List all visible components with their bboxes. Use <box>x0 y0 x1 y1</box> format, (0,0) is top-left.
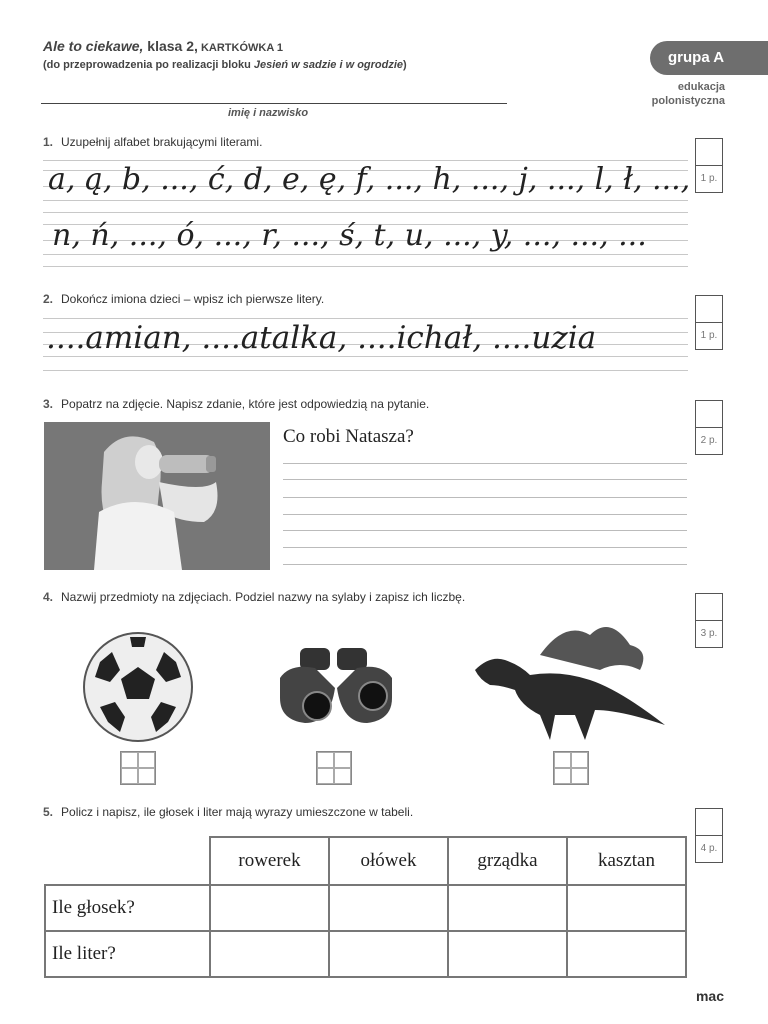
task-5-score-box[interactable]: 4 p. <box>695 808 723 863</box>
task-2-instruction: 2. Dokończ imiona dzieci – wpisz ich pierwsze litery. <box>43 292 325 306</box>
name-label: imię i nazwisko <box>228 107 309 119</box>
table-header-word: ołówek <box>329 837 448 885</box>
photo-question: Co robi Natasza? <box>283 426 414 447</box>
task-1-score-box[interactable]: 1 p. <box>695 138 723 193</box>
alphabet-line-2[interactable]: n, ń, ..., ó, ..., r, ..., ś, t, u, ..., y, ..., ..., ... <box>52 218 647 253</box>
binoculars-syllable-boxes[interactable] <box>316 751 352 785</box>
table-cell[interactable] <box>210 885 329 931</box>
publisher-logo: mac <box>695 988 724 1004</box>
table-cell[interactable] <box>329 885 448 931</box>
table-cell[interactable] <box>567 885 686 931</box>
table-cell[interactable] <box>329 931 448 977</box>
letters-sounds-table <box>44 836 687 978</box>
task-3-instruction: 3. Popatrz na zdjęcie. Napisz zdanie, które jest odpowiedzią na pytanie. <box>43 397 430 411</box>
binoculars-image <box>275 648 397 731</box>
table-cell[interactable] <box>448 885 567 931</box>
table-row-label: Ile głosek? <box>45 885 210 931</box>
task-1-instruction: 1. Uzupełnij alfabet brakującymi literami. <box>43 135 263 149</box>
table-cell[interactable] <box>210 931 329 977</box>
group-badge: grupa A <box>650 41 768 75</box>
table-header-word: rowerek <box>210 837 329 885</box>
worksheet-subtitle: (do przeprowadzenia po realizacji bloku Jesień w sadzie i w ogrodzie) <box>43 59 407 71</box>
dragon-figure-image <box>470 615 670 750</box>
table-cell[interactable] <box>567 931 686 977</box>
alphabet-line-1[interactable]: a, ą, b, ..., ć, d, e, ę, f, ..., h, ..., j, ..., l, ł, ..., <box>48 162 691 197</box>
table-header-word: grządka <box>448 837 567 885</box>
table-header-word: kasztan <box>567 837 686 885</box>
task-4-score-box[interactable]: 3 p. <box>695 593 723 648</box>
dragon-syllable-boxes[interactable] <box>553 751 589 785</box>
subject-label: edukacja polonistyczna <box>651 81 725 107</box>
soccer-ball-image <box>80 632 196 747</box>
girl-drinking-photo <box>44 422 270 570</box>
worksheet-title: Ale to ciekawe, klasa 2, KARTKÓWKA 1 <box>43 38 284 54</box>
task-3-score-box[interactable]: 2 p. <box>695 400 723 455</box>
task-2-score-box[interactable]: 1 p. <box>695 295 723 350</box>
table-row-label: Ile liter? <box>45 931 210 977</box>
ball-syllable-boxes[interactable] <box>120 751 156 785</box>
task-5-instruction: 5. Policz i napisz, ile głosek i liter mają wyrazy umieszczone w tabeli. <box>43 805 414 819</box>
children-names[interactable]: ....amian, ....atalka, ....ichał, ....uzia <box>46 320 597 356</box>
table-cell[interactable] <box>448 931 567 977</box>
task-4-instruction: 4. Nazwij przedmioty na zdjęciach. Podziel nazwy na sylaby i zapisz ich liczbę. <box>43 590 466 604</box>
name-field-line[interactable] <box>41 103 507 104</box>
